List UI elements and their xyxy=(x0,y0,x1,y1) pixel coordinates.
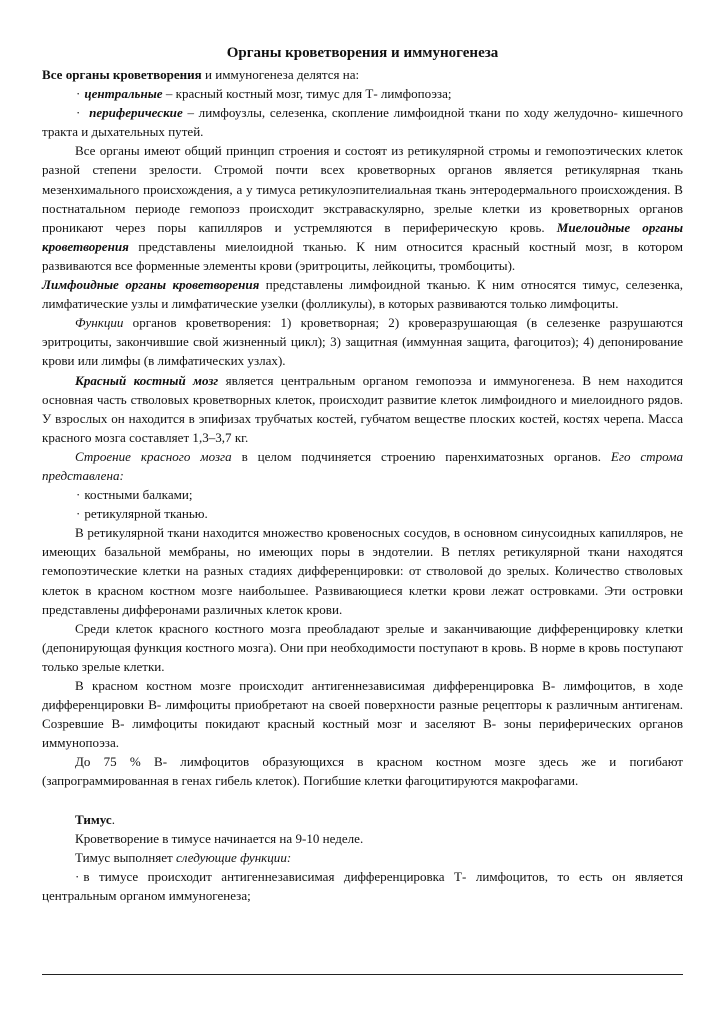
bullet: · xyxy=(75,868,80,884)
stroma-item: · ретикулярной тканью. xyxy=(76,506,208,522)
bullet: · xyxy=(76,86,81,102)
central-term: центральные xyxy=(84,86,163,102)
body-paragraph: Среди клеток красного костного мозга преобладают зрелые и заканчивающие дифференцировку клетки (депонирующая функция костного мозга). Они при необходимости поступают в кровь. В норме в кровь поступают только зрелые клетки. xyxy=(42,620,683,674)
structure-term: Строение красного мозга xyxy=(75,448,232,464)
thymus-function-item: · в тимусе происходит антигеннезависимая дифференцировка Т- лимфоцитов, то есть он является центральным органом иммуногенеза; xyxy=(42,868,683,903)
stroma-italic: Его строма представлена: xyxy=(42,448,683,483)
stroma-item: · костными балками; xyxy=(76,487,193,503)
page-title: Органы кроветворения и иммуногенеза xyxy=(226,45,499,61)
structure-paragraph: Строение красного мозга в целом подчиняется строению паренхиматозных органов. Его строма представлена: xyxy=(42,448,683,483)
functions-paragraph: Функции органов кроветворения: 1) кроветворная; 2) кроверазрушающая (в селезенке разрушаются эритроциты, закончившие свой жизненный цикл); 3) защитная (иммунная защита, фагоцитоз); 4) депонирование крови или лимфы (в лимфатических узлах). xyxy=(42,315,683,369)
intro-lead: Все органы кроветворения и иммуногенеза делятся на: xyxy=(42,67,360,82)
red-marrow-term: Красный костный мозг xyxy=(75,372,219,388)
body-paragraph: В красном костном мозге происходит антигеннезависимая дифференцировка В- лимфоцитов, в ходе дифференцировки В- лимфоциты приобретают на своей поверхности разные рецепторы к различным антигенам. Созревшие В- лимфоциты покидают красный костный мозг и заселяют В- зоны периферических органов иммунопоэза. xyxy=(42,678,683,751)
red-marrow-paragraph: Красный костный мозг является центральным органом гемопоэза и иммуногенеза. В нем находится основная часть стволовых кроветворных клеток, происходит развитие клеток лимфоидного и миелоидного рядов. У взрослых он находится в эпифизах трубчатых костей, губчатом веществе плоских костей, костях черепа. Масса красного мозга составляет 1,3–3,7 кг. xyxy=(42,372,683,445)
functions-term: Функции xyxy=(75,315,124,331)
body-paragraph: В ретикулярной ткани находится множество кровеносных сосудов, в основном синусоидных капилляров, не имеющих базальной мембраны, но имеющих поры в эндотелии. В петлях ретикулярной ткани находятся гемопоэтические клетки на разных стадиях дифференцировки: от стволовой до зрелых. Количество стволовых клеток в красном костном мозге наибольшее. Развивающиеся клетки крови лежат островками. Эти островки представлены дифферонами различных клеток крови. xyxy=(42,525,683,617)
bullet: · xyxy=(76,506,81,522)
bullet: · xyxy=(76,487,81,503)
lymphoid-paragraph: Лимфоидные органы кроветворения представлены лимфоидной тканью. К ним относятся тимус, селезенка, лимфатические узлы и лимфатические узелки (фолликулы), в которых развиваются только лимфоциты. xyxy=(42,277,683,312)
intro-lead-bold: Все органы кроветворения xyxy=(42,67,202,82)
document-page xyxy=(42,44,683,905)
body-paragraph: До 75 % В- лимфоцитов образующихся в красном костном мозге здесь же и погибают (запрограммированная в генах гибель клеток). Погибшие клетки фагоцитируются макрофагами. xyxy=(42,754,683,789)
myeloid-term: Миелоидные органы кроветворения xyxy=(42,219,683,254)
lymphoid-term: Лимфоидные органы кроветворения xyxy=(42,277,260,293)
peripheral-organs-item: · периферические – лимфоузлы, селезенка, скопление лимфоидной ткани по ходу желудочно- кишечного тракта и дыхательных путей. xyxy=(42,105,683,140)
thymus-start: Кроветворение в тимусе начинается на 9-10 неделе. xyxy=(75,830,364,846)
thymus-heading: Тимус. xyxy=(75,811,115,827)
central-organs-item: · центральные – красный костный мозг, тимус для Т- лимфопоэза; xyxy=(76,86,452,102)
footer-rule xyxy=(42,974,683,975)
peripheral-term: периферические xyxy=(89,105,183,121)
general-principle-paragraph: Все органы имеют общий принцип строения и состоят из ретикулярной стромы и гемопоэтических клеток разной степени зрелости. Стромой почти всех кроветворных органов является ретикулярная ткань мезенхимального происхождения, а у тимуса ретикулоэпителиальная ткань энтеродермального происхождения. В постнатальном периоде гемопоэз происходит экстраваскулярно, зрелые клетки из кроветворных органов проникают через поры капилляров и устремляются в периферическую кровь. Миелоидные органы кроветворения представлены миелоидной тканью. К ним относится красный костный мозг, в котором развиваются все форменные элементы крови (эритроциты, лейкоциты, тромбоциты). xyxy=(42,143,683,273)
bullet: · xyxy=(76,105,81,121)
thymus-functions-lead: Тимус выполняет следующие функции: xyxy=(75,849,292,865)
